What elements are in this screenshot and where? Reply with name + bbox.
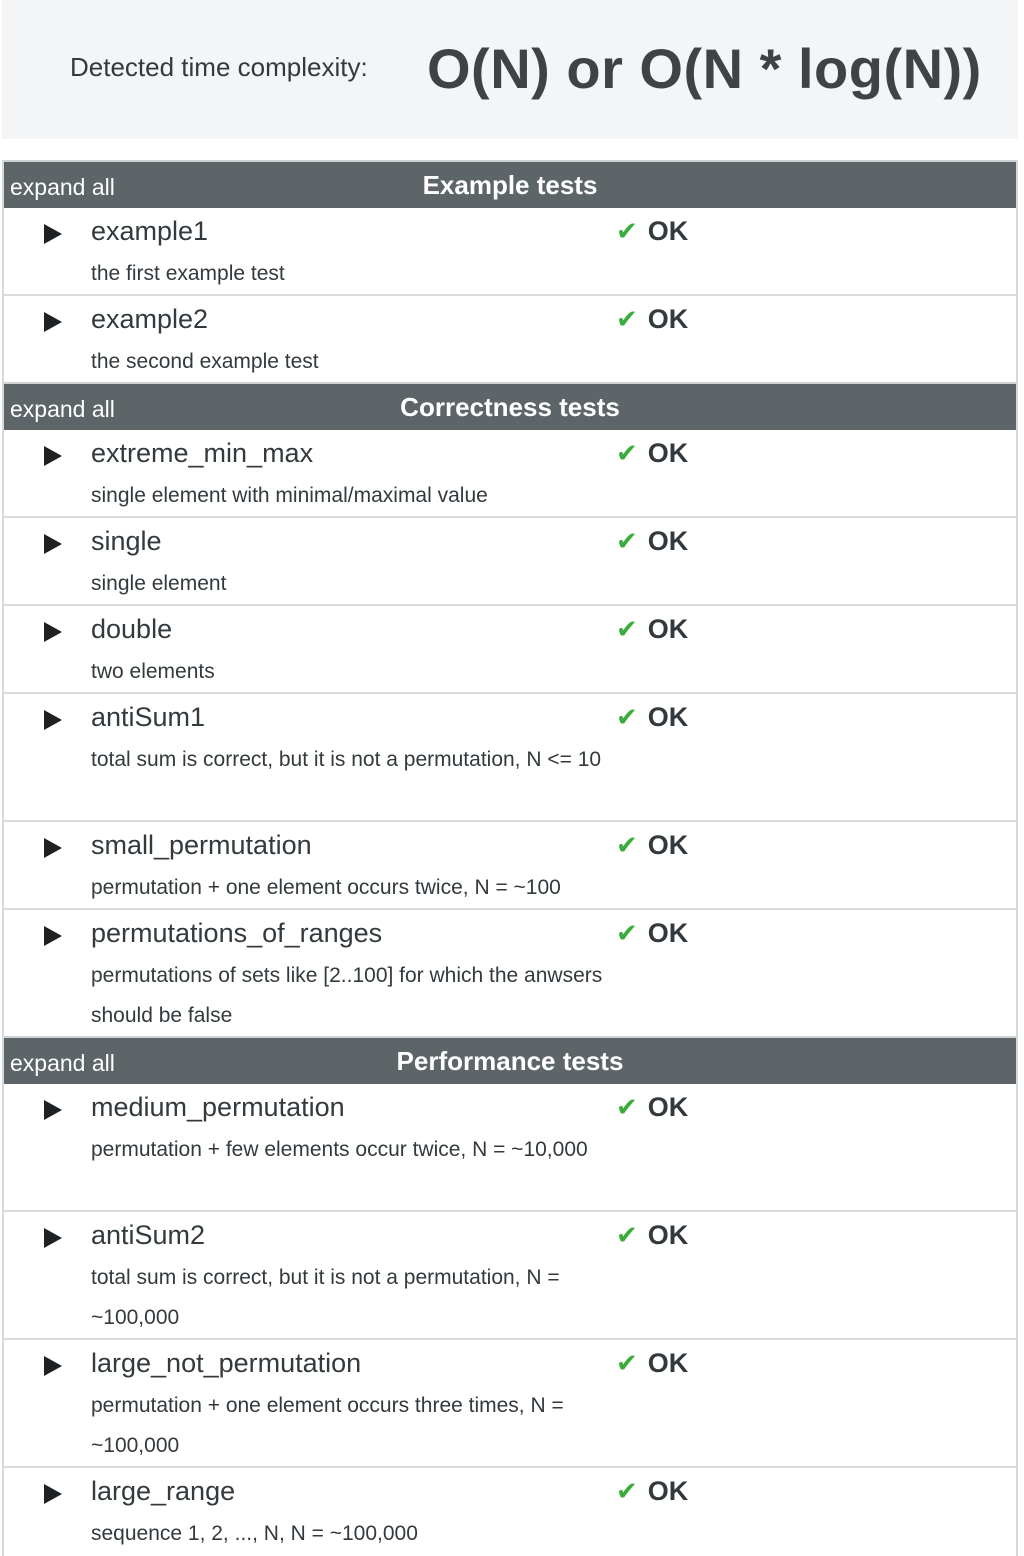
expand-all-link[interactable]: expand all [10, 1050, 115, 1076]
expand-arrow-icon[interactable] [44, 534, 62, 554]
test-name: single [91, 526, 162, 556]
complexity-label: Detected time complexity: [70, 52, 368, 82]
test-description: total sum is correct, but it is not a permutation, N <= 10 [91, 748, 602, 771]
test-row[interactable] [4, 822, 1016, 910]
test-result [616, 702, 688, 733]
section-title: Performance tests [396, 1046, 624, 1076]
test-name: large_range [91, 1476, 236, 1506]
expand-arrow-icon[interactable] [44, 1100, 62, 1120]
test-row[interactable] [4, 430, 1016, 518]
check-icon: ✔ [616, 526, 638, 556]
section-title: Example tests [422, 170, 598, 200]
test-description: single element [91, 572, 227, 595]
expand-arrow-icon[interactable] [44, 312, 62, 332]
check-icon: ✔ [616, 216, 638, 246]
test-description: permutation + few elements occur twice, N = ~10,000 [91, 1138, 588, 1161]
test-result [616, 1476, 688, 1507]
test-result [616, 1348, 688, 1379]
check-icon: ✔ [616, 1092, 638, 1122]
test-name: antiSum2 [91, 1220, 206, 1250]
test-result [616, 614, 688, 645]
expand-arrow-icon[interactable] [44, 926, 62, 946]
result-label: OK [647, 216, 689, 246]
test-row[interactable] [4, 1340, 1016, 1468]
section-title: Correctness tests [400, 392, 620, 422]
result-label: OK [647, 830, 689, 860]
test-name: double [91, 614, 173, 644]
complexity-value: O(N) or O(N * log(N)) [427, 37, 982, 100]
result-label: OK [647, 438, 689, 468]
test-result [616, 304, 688, 335]
test-row[interactable] [4, 694, 1016, 822]
test-result [616, 918, 688, 949]
result-label: OK [647, 526, 689, 556]
check-icon: ✔ [616, 918, 638, 948]
section-header-example [4, 160, 1016, 208]
test-result [616, 438, 688, 469]
test-row[interactable] [4, 1084, 1016, 1212]
result-label: OK [647, 304, 689, 334]
section-header-performance [4, 1036, 1016, 1084]
expand-arrow-icon[interactable] [44, 710, 62, 730]
expand-all-link[interactable]: expand all [10, 174, 115, 200]
check-icon: ✔ [616, 830, 638, 860]
test-name: medium_permutation [91, 1092, 345, 1122]
check-icon: ✔ [616, 1220, 638, 1250]
result-label: OK [647, 702, 689, 732]
expand-arrow-icon[interactable] [44, 224, 62, 244]
result-label: OK [647, 1348, 689, 1378]
test-description: permutation + one element occurs twice, N = ~100 [91, 876, 561, 899]
test-result [616, 830, 688, 861]
test-description: the first example test [91, 262, 285, 285]
check-icon: ✔ [616, 614, 638, 644]
test-name: antiSum1 [91, 702, 206, 732]
complexity-panel [2, 0, 1018, 139]
check-icon: ✔ [616, 1476, 638, 1506]
result-label: OK [647, 1092, 689, 1122]
test-description: the second example test [91, 350, 319, 373]
test-result [616, 1092, 688, 1123]
test-row[interactable] [4, 208, 1016, 296]
tests-table [2, 160, 1018, 1556]
check-icon: ✔ [616, 702, 638, 732]
check-icon: ✔ [616, 438, 638, 468]
test-description: permutation + one element occurs three times, N = ~100,000 [91, 1394, 564, 1457]
test-row[interactable] [4, 296, 1016, 382]
section-header-correctness [4, 382, 1016, 430]
expand-arrow-icon[interactable] [44, 838, 62, 858]
test-name: extreme_min_max [91, 438, 314, 468]
test-result [616, 216, 688, 247]
test-name: large_not_permutation [91, 1348, 362, 1378]
test-description: permutations of sets like [2..100] for which the anwsers should be false [91, 964, 603, 1027]
result-label: OK [647, 1476, 689, 1506]
test-result [616, 526, 688, 557]
expand-arrow-icon[interactable] [44, 622, 62, 642]
test-row[interactable] [4, 1468, 1016, 1556]
test-result [616, 1220, 688, 1251]
test-description: total sum is correct, but it is not a permutation, N = ~100,000 [91, 1266, 560, 1329]
expand-arrow-icon[interactable] [44, 446, 62, 466]
test-name: small_permutation [91, 830, 312, 860]
result-label: OK [647, 918, 689, 948]
test-row[interactable] [4, 910, 1016, 1036]
test-row[interactable] [4, 1212, 1016, 1340]
expand-all-link[interactable]: expand all [10, 396, 115, 422]
test-description: two elements [91, 660, 215, 683]
check-icon: ✔ [616, 1348, 638, 1378]
test-description: sequence 1, 2, ..., N, N = ~100,000 [91, 1522, 418, 1545]
test-name: example1 [91, 216, 209, 246]
result-label: OK [647, 614, 689, 644]
test-row[interactable] [4, 606, 1016, 694]
expand-arrow-icon[interactable] [44, 1228, 62, 1248]
test-description: single element with minimal/maximal value [91, 484, 488, 507]
expand-arrow-icon[interactable] [44, 1484, 62, 1504]
expand-arrow-icon[interactable] [44, 1356, 62, 1376]
result-label: OK [647, 1220, 689, 1250]
check-icon: ✔ [616, 304, 638, 334]
test-name: permutations_of_ranges [91, 918, 383, 948]
test-row[interactable] [4, 518, 1016, 606]
test-name: example2 [91, 304, 209, 334]
